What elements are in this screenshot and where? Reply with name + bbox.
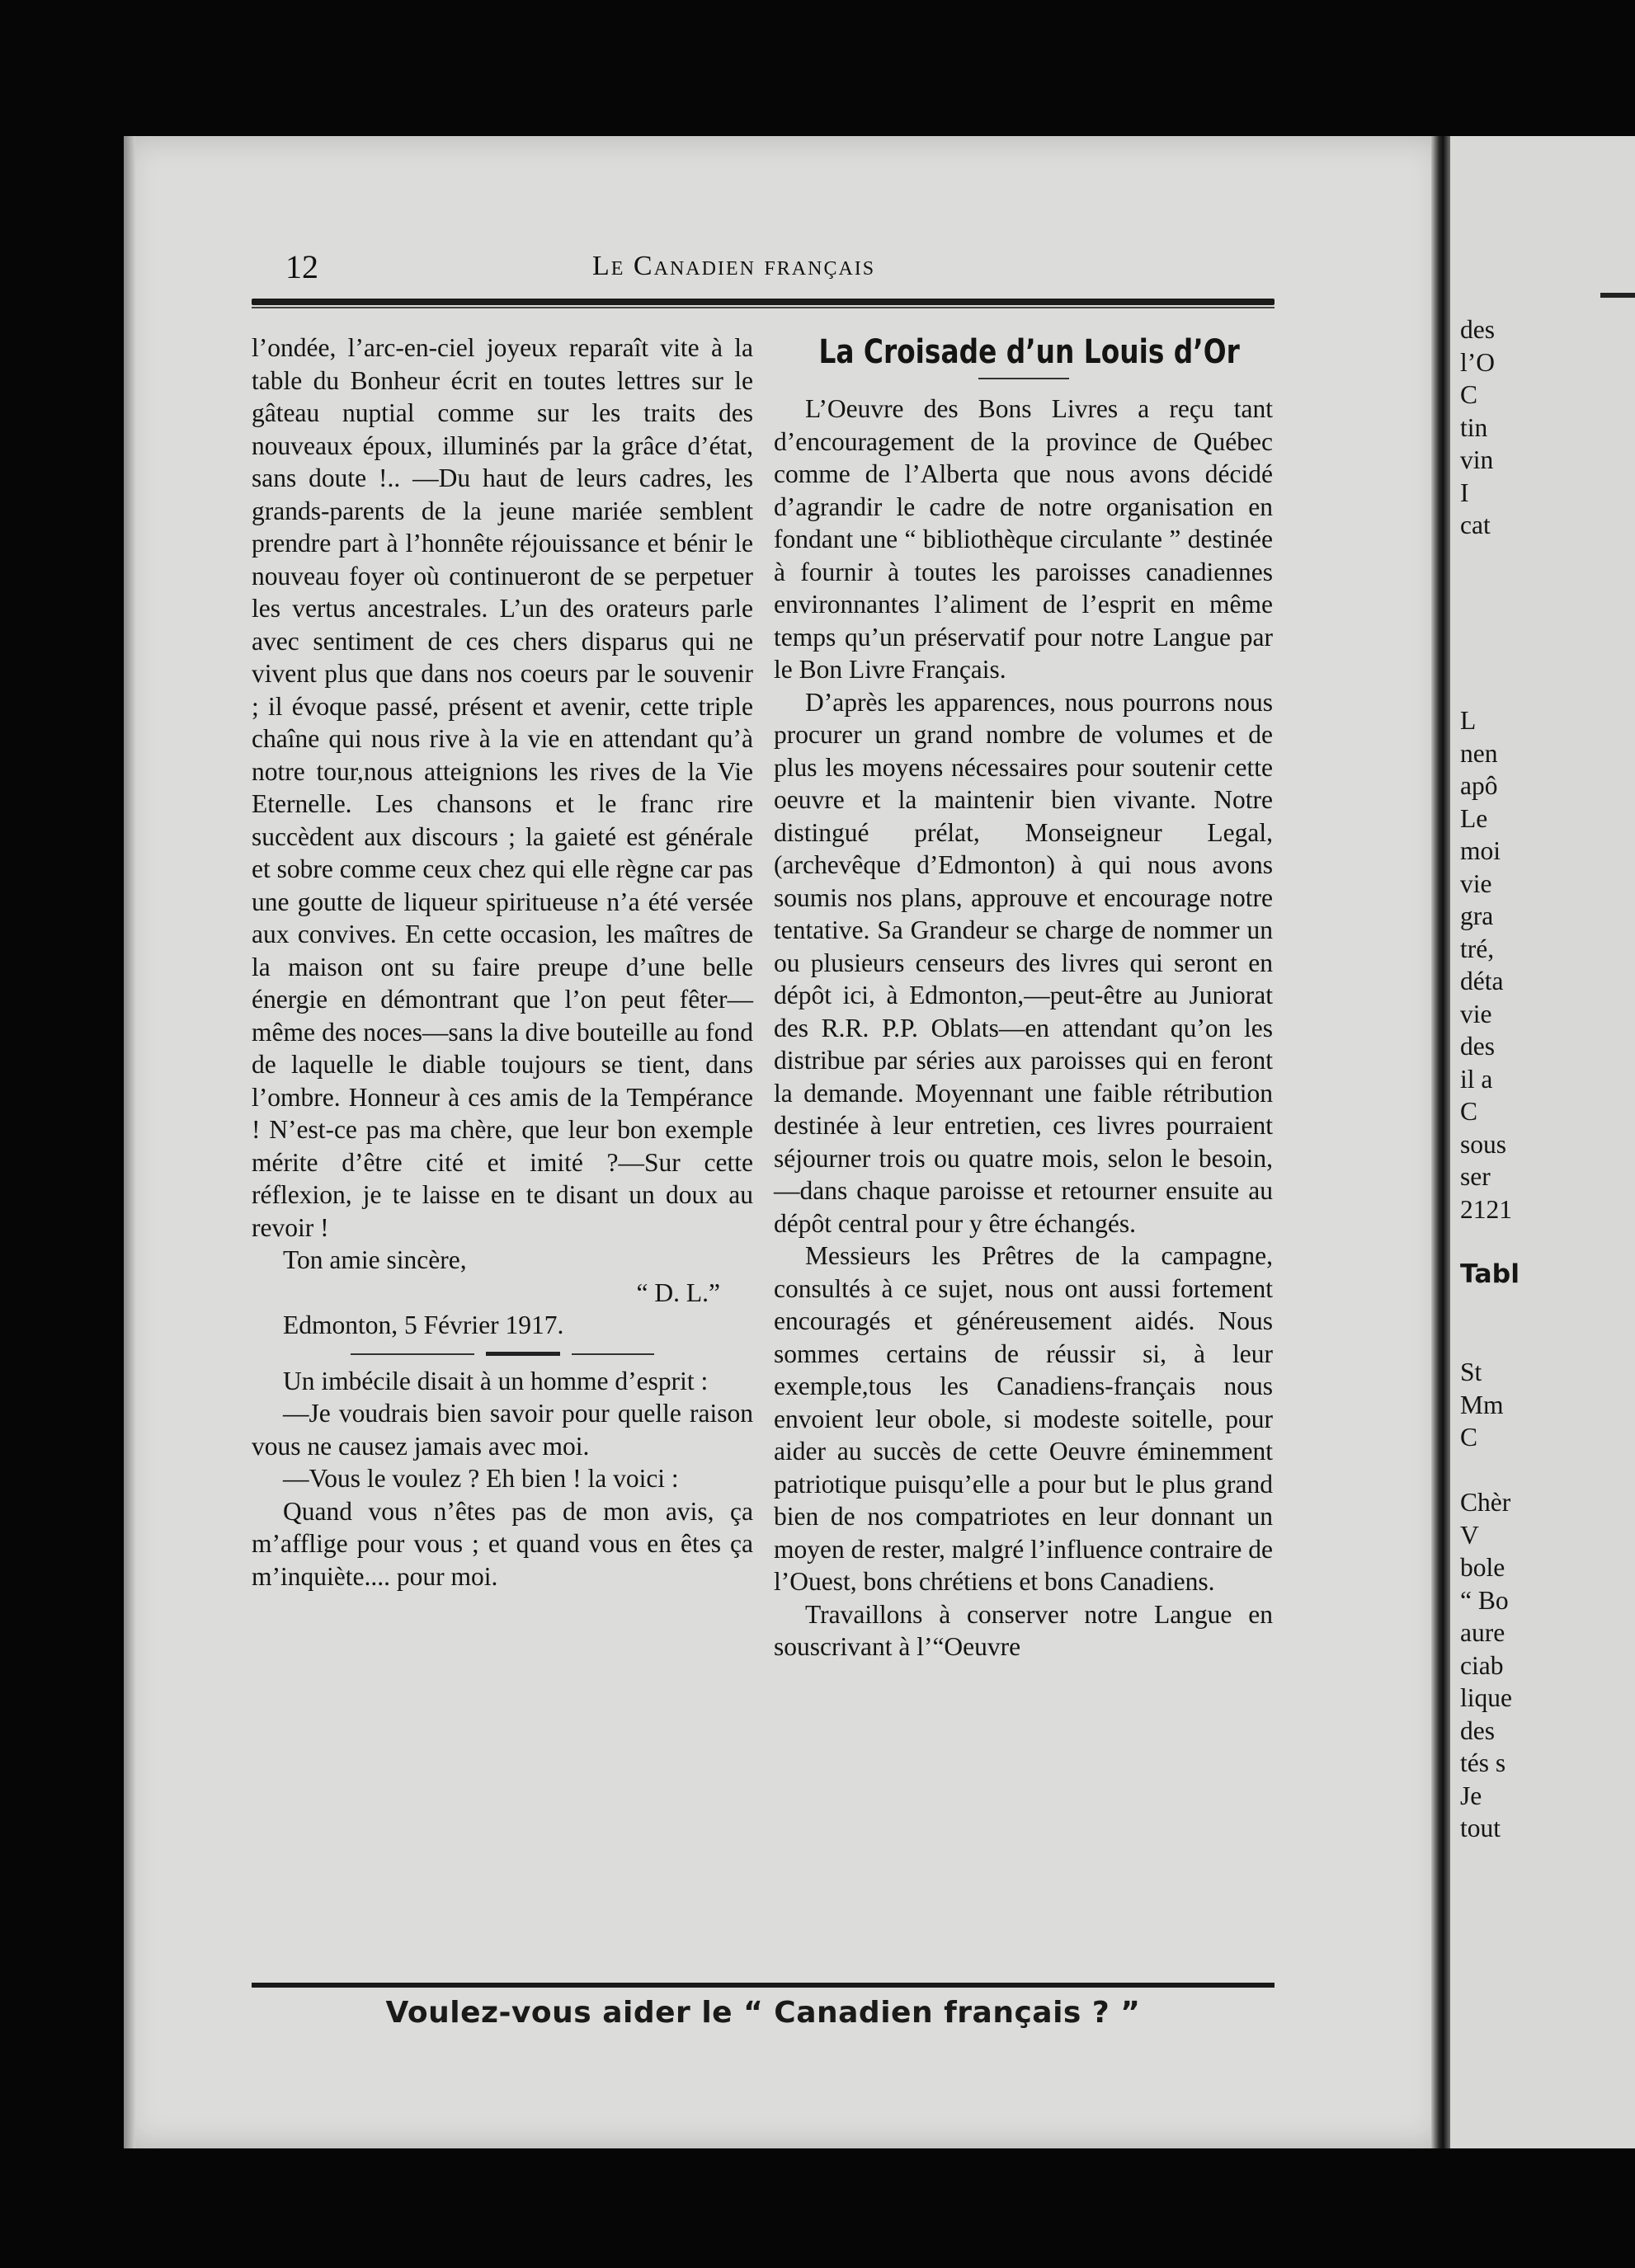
left-paragraph: l’ondée, l’arc-en-ciel joyeux reparaît vite à la table du Bonheur écrit en toutes lettres sur le gâteau nuptial comme sur les traits des nouveaux époux, illuminés par la grâce d’état, sans doute !.. —Du haut de leurs cadres, les grands-parents de la jeune mariée semblent prendre part à l’honnête réjouissance et bénir le nouveau foyer où continueront de se perpetuer les vertus ancestrales. L’un des orateurs parle avec sentiment de ces chers disparus qui ne vivent plus que dans nos coeurs par le souvenir ; il évoque passé, présent et avenir, cette triple chaîne qui nous rive à la vie en attendant qu’à notre tour,nous atteignions les rives de la Vie Eternelle. Les chansons et le franc rire succèdent aux discours ; la gaieté est générale et sobre comme ceux chez qui elle règne car pas une goutte de liqueur spiritueuse n’a été versée aux convives. En cette occasion, les maîtres de la maison ont su faire preupe d’une belle énergie en démontrant que l’on peut fêter—même des noces—sans la dive bouteille au fond de laquelle le diable toujours se tient, dans l’ombre. Honneur à ces amis de la Tempérance ! N’est-ce pas ma chère, que leur bon exemple mérite d’être cité et imité ?—Sur cette réflexion, je te laisse en te disant un doux au revoir ! — [252, 333, 753, 1242]
next-page-line — [1460, 639, 1635, 672]
next-page-line: tés s — [1460, 1748, 1506, 1777]
header-rule-thin — [252, 307, 1275, 308]
title-rule — [978, 378, 1069, 379]
left-column — [252, 332, 753, 1593]
next-page-line: tré, — [1460, 934, 1495, 963]
footer-rule — [252, 1983, 1275, 1988]
next-page-line — [1460, 542, 1635, 575]
signature: “ D. L.” — [636, 1278, 720, 1307]
page-number: 12 — [285, 248, 318, 285]
next-page-line — [1460, 1291, 1635, 1324]
next-page-line: il a — [1460, 1064, 1493, 1094]
page-left-edge — [124, 136, 135, 2148]
next-page-line: Le — [1460, 803, 1488, 833]
next-page-line: des — [1460, 315, 1495, 344]
next-page-line — [1460, 1324, 1635, 1357]
book-gutter — [1431, 136, 1451, 2148]
next-page-line: l’O — [1460, 347, 1495, 377]
next-page-line: Chèr — [1460, 1488, 1511, 1517]
next-page-line: bole — [1460, 1553, 1505, 1582]
article-paragraph: Travaillons à conserver notre Langue en souscrivant à l’“Oeuvre — [774, 1599, 1273, 1661]
next-page-line: L — [1460, 706, 1477, 735]
next-page-line: C — [1460, 380, 1478, 409]
next-page-line: vin — [1460, 445, 1494, 474]
anecdote-line: Un imbécile disait à un homme d’esprit : — [283, 1366, 709, 1395]
next-page-line: aure — [1460, 1618, 1505, 1647]
next-page-line: sous — [1460, 1129, 1507, 1159]
next-page-line: Je — [1460, 1781, 1482, 1810]
next-page-line — [1460, 1454, 1635, 1487]
next-page-line — [1460, 574, 1635, 607]
next-page-line: St — [1460, 1358, 1482, 1386]
article-title: La Croisade d’un Louis d’Or — [818, 333, 1240, 371]
next-page-line: Tabl — [1460, 1259, 1520, 1289]
next-page-line: vie — [1460, 868, 1492, 898]
next-page-line: C — [1460, 1423, 1478, 1452]
article-paragraph: L’Oeuvre des Bons Livres a reçu tant d’encouragement de la province de Québec comme de l’Alberta que nous avons décidé d’agrandir le cadre de notre organisation en fondant une “ bibliothèque circulante ” destinée à fournir à toutes les paroisses canadiennes environnantes l’aliment de l’esprit en même temps qu’un préservatif pour notre Langue par le Bon Livre Français. — [774, 394, 1273, 684]
next-page-line: tin — [1460, 412, 1488, 442]
next-page-line: apô — [1460, 771, 1498, 800]
next-page-line: lique — [1460, 1683, 1512, 1712]
next-page-line — [1460, 672, 1635, 705]
anecdote-line: Quand vous n’êtes pas de mon avis, ça m’afflige pour vous ; et quand vous en êtes ça m’inquiète.... pour moi. — [252, 1496, 753, 1591]
next-page-line: gra — [1460, 901, 1494, 930]
next-page-line: ciab — [1460, 1650, 1504, 1680]
article-paragraph: Messieurs les Prêtres de la campagne, consultés à ce sujet, nous ont aussi fortement encouragés et généreusement aidés. Nous sommes certains de réussir si, à leur exemple,tous les Canadiens-français nous envoient leur obole, si modeste soitelle, pour aider au succès de cette Oeuvre éminemment patriotique puisqu’elle a pour but le plus grand bien de nos compatriotes en leur donnant un moyen de rester, malgré l’influence contraire de l’Ouest, bons chrétiens et bons Canadiens. — [774, 1241, 1273, 1596]
header-rule — [252, 299, 1275, 305]
article-paragraph: D’après les apparences, nous pourrons nous procurer un grand nombre de volumes et de plus les moyens nécessaires pour soutenir cette oeuvre et la maintenir bien vivante. Notre distingué prélat, Monseigneur Legal, (archevêque d’Edmonton) à qui nous avons soumis nos plans, approuve et encourage notre tentative. Sa Grandeur se charge de nommer un ou plusieurs censeurs des livres qui seront en dépôt ici, à Edmonton,—peut-être au Juniorat des R.R. P.P. Oblats—en attendant qu’on les distribue par séries aux paroisses qui en feront la demande. Moyennant une faible rétribution destinée à leur entretien, ces livres pourraient séjourner trois ou quatre mois, selon le besoin,—dans chaque paroisse et retourner ensuite au dépôt central pour y être échangés. — [774, 687, 1273, 1238]
next-page-line — [1460, 1226, 1635, 1259]
journal-title: Le Canadien français — [592, 251, 876, 281]
next-page-line: I — [1460, 478, 1469, 507]
dateline: Edmonton, 5 Février 1917. — [283, 1310, 564, 1339]
next-page-line: 2121 — [1460, 1194, 1512, 1224]
next-page-line — [1460, 607, 1635, 640]
right-column — [774, 332, 1273, 1663]
section-separator — [252, 1348, 753, 1360]
next-page-line: nen — [1460, 738, 1498, 768]
next-page-line: cat — [1460, 511, 1491, 539]
footer-banner: Voulez-vous aider le “ Canadien français ? ” — [385, 1996, 1141, 2030]
closing-line: Ton amie sincère, — [283, 1245, 467, 1274]
next-page-fragment — [1460, 313, 1635, 1845]
next-page-line: Mm — [1460, 1390, 1504, 1419]
anecdote-line: —Je voudrais bien savoir pour quelle raison vous ne causez jamais avec moi. — [252, 1399, 753, 1461]
next-page-line: V — [1460, 1520, 1479, 1550]
next-page-header-rule — [1600, 293, 1635, 298]
next-page-line: moi — [1460, 836, 1501, 865]
next-page-line: vie — [1460, 999, 1492, 1028]
next-page-line: “ Bo — [1460, 1585, 1509, 1615]
next-page-line: déta — [1460, 967, 1504, 995]
next-page-line: tout — [1460, 1814, 1501, 1842]
next-page-line: C — [1460, 1097, 1478, 1126]
running-head — [247, 247, 1270, 289]
next-page-line: des — [1460, 1032, 1495, 1061]
next-page-line: ser — [1460, 1162, 1491, 1191]
anecdote-line: —Vous le voulez ? Eh bien ! la voici : — [283, 1464, 679, 1493]
next-page-line: des — [1460, 1715, 1495, 1745]
